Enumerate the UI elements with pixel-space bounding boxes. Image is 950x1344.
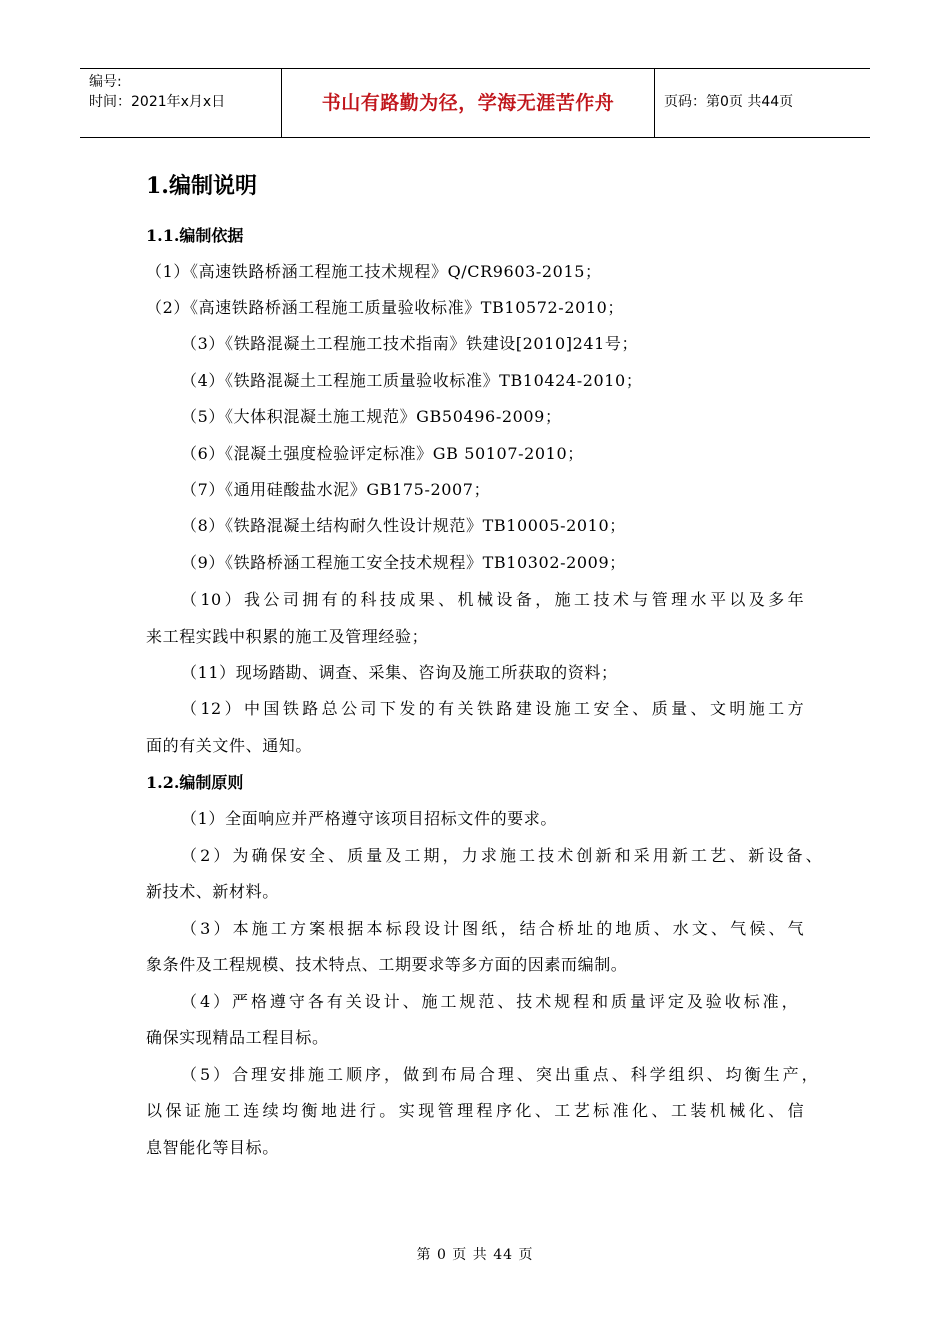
basis-item-1: （1）《高速铁路桥涵工程施工技术规程》Q/CR9603-2015； (146, 262, 602, 281)
principle-5-line-2: 以保证施工连续均衡地进行。实现管理程序化、工艺标准化、工装机械化、信 (146, 1101, 804, 1120)
principle-5-line-3: 息智能化等目标。 (146, 1138, 279, 1157)
header-motto: 书山有路勤为径，学海无涯苦作舟 (321, 92, 615, 114)
basis-item-10-line-1: （10）我公司拥有的科技成果、机械设备，施工技术与管理水平以及多年 (181, 590, 804, 609)
header-page-info: 页码：第0页 共44页 (664, 94, 794, 110)
principle-2-line-1: （2）为确保安全、质量及工期，力求施工技术创新和采用新工艺、新设备、 (181, 846, 822, 865)
principle-3-line-2: 象条件及工程规模、技术特点、工期要求等多方面的因素而编制。 (146, 955, 628, 974)
principle-4-line-1: （4）严格遵守各有关设计、施工规范、技术规程和质量评定及验收标准， (181, 992, 798, 1011)
section-heading-1-2: 1.2.编制原则 (146, 773, 244, 792)
basis-item-9: （9）《铁路桥涵工程施工安全技术规程》TB10302-2009； (181, 553, 626, 572)
basis-item-8: （8）《铁路混凝土结构耐久性设计规范》TB10005-2010； (181, 516, 626, 535)
basis-item-12-line-2: 面的有关文件、通知。 (146, 736, 313, 755)
basis-item-2: （2）《高速铁路桥涵工程施工质量验收标准》TB10572-2010； (146, 298, 625, 317)
basis-item-5: （5）《大体积混凝土施工规范》GB50496-2009； (181, 407, 562, 426)
principle-2-line-2: 新技术、新材料。 (146, 882, 279, 901)
basis-item-7: （7）《通用硅酸盐水泥》GB175-2007； (181, 480, 491, 499)
header-meta-cell (80, 69, 282, 137)
principle-1: （1）全面响应并严格遵守该项目招标文件的要求。 (181, 809, 557, 828)
section-heading-1-1: 1.1.编制依据 (146, 226, 244, 245)
page-footer-number: 第 0 页 共 44 页 (416, 1247, 534, 1263)
page-header (80, 68, 870, 138)
basis-item-3: （3）《铁路混凝土工程施工技术指南》铁建设[2010]241号； (181, 334, 639, 353)
basis-item-11: （11）现场踏勘、调查、采集、咨询及施工所获取的资料； (181, 663, 618, 682)
section-heading-1: 1.编制说明 (146, 173, 257, 199)
principle-3-line-1: （3）本施工方案根据本标段设计图纸，结合桥址的地质、水文、气候、气 (181, 919, 804, 938)
document-date-label: 时间：2021年x月x日 (89, 94, 226, 110)
header-page-cell (655, 69, 870, 137)
basis-item-10-line-2: 来工程实践中积累的施工及管理经验； (146, 627, 429, 646)
basis-item-6: （6）《混凝土强度检验评定标准》GB 50107-2010； (181, 444, 584, 463)
basis-item-12-line-1: （12）中国铁路总公司下发的有关铁路建设施工安全、质量、文明施工方 (181, 699, 804, 718)
document-number-label: 编号: (89, 74, 122, 90)
principle-4-line-2: 确保实现精品工程目标。 (146, 1028, 329, 1047)
basis-item-4: （4）《铁路混凝土工程施工质量验收标准》TB10424-2010； (181, 371, 643, 390)
header-motto-cell (282, 69, 655, 137)
principle-5-line-1: （5）合理安排施工顺序，做到布局合理、突出重点、科学组织、均衡生产， (181, 1065, 818, 1084)
